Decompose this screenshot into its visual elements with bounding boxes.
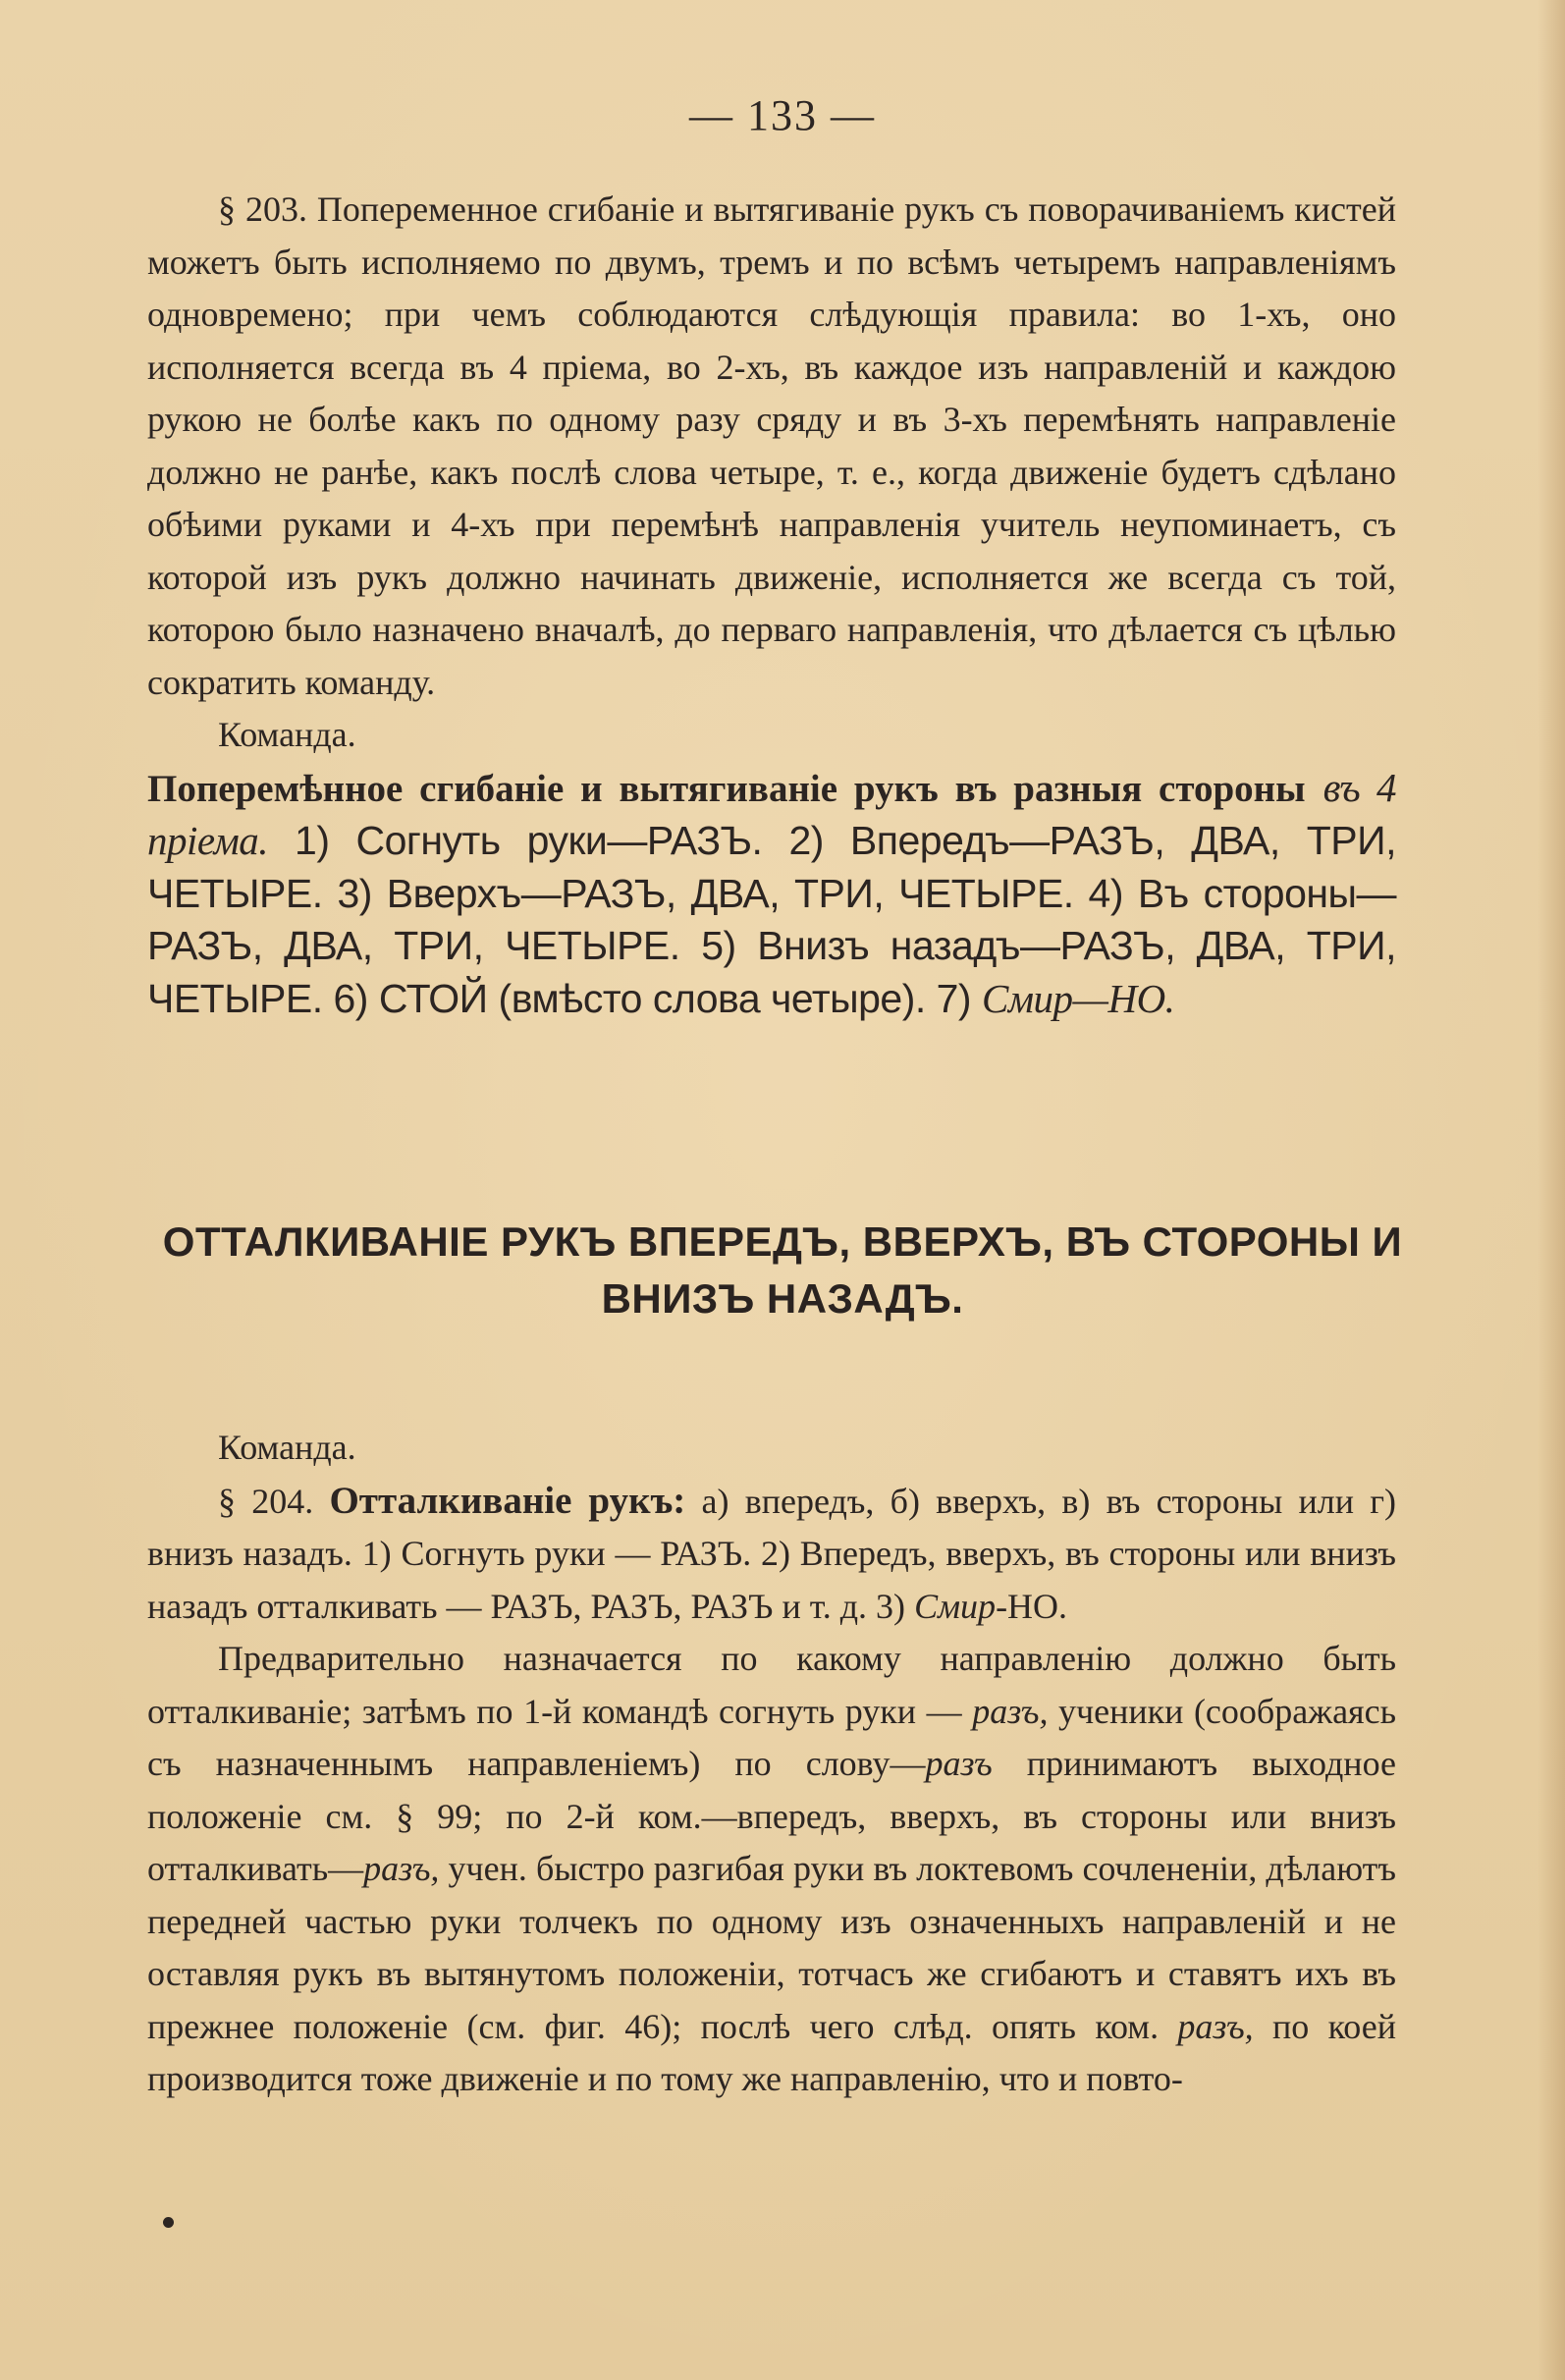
explanation-text-1: Предварительно назначается по какому направленію должно быть отталкиваніе; затѣмъ по 1-й командѣ согнуть руки — bbox=[147, 1639, 1396, 1731]
section-204-end-italic: Смир bbox=[914, 1586, 997, 1626]
explanation-text-3: принимаютъ выходное положеніе см. § 99; по 2-й ком.—впередъ, вверхъ, въ стороны или внизъ отталкивать— bbox=[147, 1744, 1396, 1888]
section-204-body: а) впередъ, б) вверхъ, в) въ стороны или г) внизъ назадъ. 1) Согнуть руки — РАЗЪ. 2) Впередъ, вверхъ, въ стороны или внизъ назадъ отталкивать — РАЗЪ, РАЗЪ, РАЗЪ и т. д. 3) bbox=[147, 1481, 1396, 1626]
section-204-paragraph bbox=[147, 1475, 1396, 1634]
command-203-end: Смир—НО. bbox=[982, 975, 1175, 1021]
margin-dot bbox=[163, 2217, 174, 2228]
explanation-text-4: учен. быстро разгибая руки въ локтевомъ сочлененіи, дѣлаютъ передней частью руки толчекъ по одному изъ означенныхъ направленій и не оставляя рукъ въ вытянутомъ положеніи, тотчасъ же сгибаютъ и ставятъ ихъ въ прежнее положеніе (см. фиг. 46); послѣ чего слѣд. опять ком. bbox=[147, 1849, 1396, 2046]
explanation-italic-4: разъ, bbox=[1177, 2006, 1254, 2046]
page-number: — 133 — bbox=[689, 91, 876, 139]
command-label-203: Команда. bbox=[218, 715, 356, 754]
section-204-title: Отталкиваніе рукъ: bbox=[329, 1479, 686, 1522]
explanation-text-5: по коей производится тоже движеніе и по тому же направленію, что и повто- bbox=[147, 2006, 1396, 2098]
command-203-italic: въ 4 пріема. bbox=[147, 764, 1396, 863]
section-203-paragraph: § 203. Попеременное сгибаніе и вытягиваніе рукъ съ поворачиваніемъ кистей можетъ быть исполняемо по двумъ, тремъ и по всѣмъ четыремъ направленіямъ одновремено; при чемъ соблюдаются слѣдующія правила: во 1-хъ, оно исполняется всегда въ 4 пріема, во 2-хъ, въ каждое изъ направленій и каждою рукою не болѣе какъ по одному разу сряду и въ 3-хъ перемѣнять направленіе должно не ранѣе, какъ послѣ слова четыре, т. е., когда движеніе будетъ сдѣлано обѣими руками и 4-хъ при перемѣнѣ направленія учитель неупоминаетъ, съ которой изъ рукъ должно начинать движеніе, исполняется же всегда съ той, которою было назначено вначалѣ, до перваго направленія, что дѣлается съ цѣлью сократить команду. bbox=[147, 189, 1396, 702]
explanation-paragraph bbox=[147, 1633, 1396, 2106]
section-203 bbox=[147, 184, 1396, 1025]
explanation-text-2: ученики (соображаясь съ назначеннымъ направленіемъ) по слову— bbox=[147, 1691, 1397, 1783]
section-heading: ОТТАЛКИВАНІЕ РУКЪ ВПЕРЕДЪ, ВВЕРХЪ, ВЪ СТОРОНЫ И ВНИЗЪ НАЗАДЪ. bbox=[162, 1218, 1403, 1322]
command-203-body: 1) Согнуть руки—РАЗЪ. 2) Впередъ—РАЗЪ, ДВА, ТРИ, ЧЕТЫРЕ. 3) Вверхъ—РАЗЪ, ДВА, ТРИ, ЧЕТЫРЕ. 4) Въ стороны—РАЗЪ, ДВА, ТРИ, ЧЕТЫРЕ. 5) Внизъ назадъ—РАЗЪ, ДВА, ТРИ, ЧЕТЫРЕ. 6) СТОЙ (вмѣсто слова четыре). 7) bbox=[147, 818, 1396, 1021]
page-spine-shadow bbox=[1538, 0, 1565, 2380]
command-203 bbox=[147, 762, 1396, 1026]
section-204-number: § 204. bbox=[218, 1481, 314, 1521]
command-label-204: Команда. bbox=[218, 1428, 356, 1467]
command-203-title: Поперемѣнное сгибаніе и вытягиваніе рукъ въ разныя стороны bbox=[147, 767, 1306, 810]
explanation-italic-2: разъ bbox=[925, 1744, 993, 1783]
section-204-end-plain: -НО. bbox=[996, 1586, 1068, 1626]
explanation-italic-3: разъ, bbox=[363, 1849, 440, 1888]
explanation-italic-1: разъ, bbox=[972, 1691, 1049, 1731]
section-204 bbox=[147, 1422, 1396, 2106]
